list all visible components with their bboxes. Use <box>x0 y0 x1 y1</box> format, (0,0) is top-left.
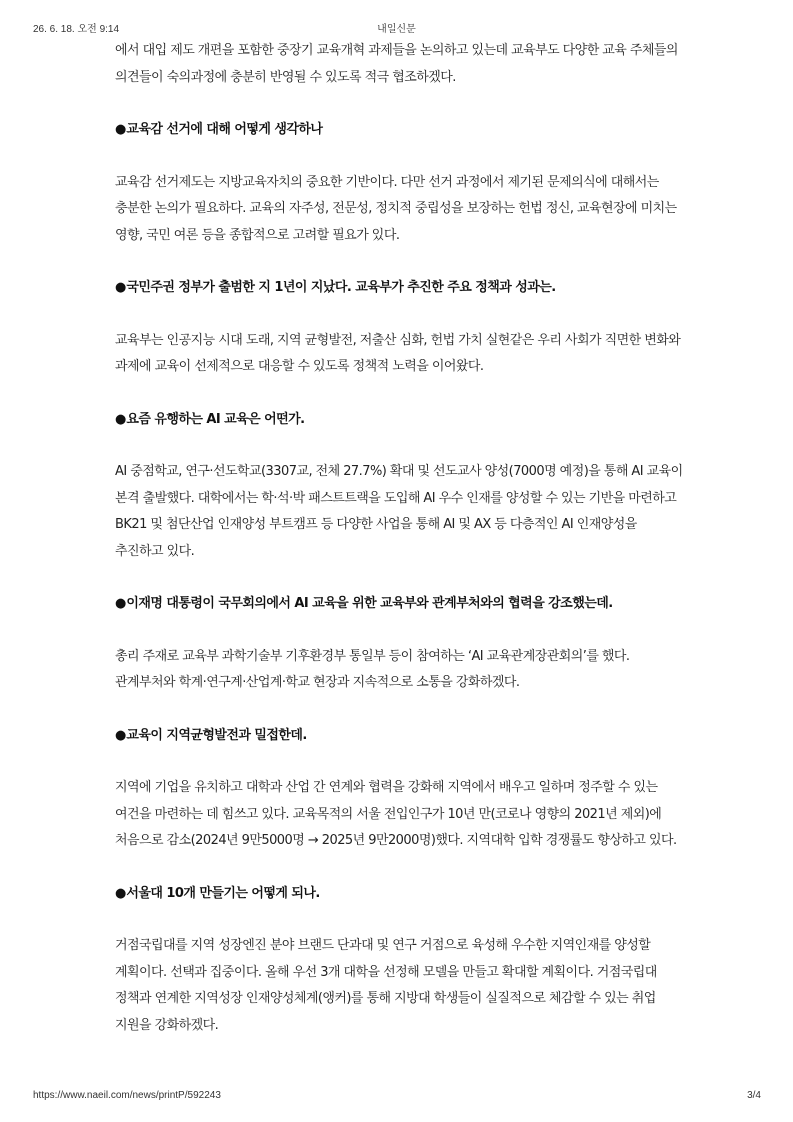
question-3 <box>115 407 683 434</box>
question-text: 서울대 10개 만들기는 어떻게 되나. <box>126 885 320 901</box>
question-4 <box>115 591 683 618</box>
question-5 <box>115 723 683 750</box>
bullet-icon: ● <box>115 411 127 427</box>
answer-2: 교육부는 인공지능 시대 도래, 지역 균형발전, 저출산 심화, 헌법 가치 실현같은 우리 사회가 직면한 변화와 과제에 교육이 선제적으로 대응할 수 있도록 정책적 노력을 이어왔다. <box>115 332 681 374</box>
page-number: 3/4 <box>747 1090 761 1101</box>
print-header <box>0 20 793 34</box>
question-text: 교육감 선거에 대해 어떻게 생각하나 <box>126 122 323 137</box>
answer-3: AI 중점학교, 연구·선도학교(3307교, 전체 27.7%) 확대 및 선도교사 양성(7000명 예정)을 통해 AI 교육이 본격 출발했다. 대학에서는 학·석·박 패스트트랙을 도입해 AI 우수 인재를 양성할 수 있는 기반을 마련하고 BK21 및 첨단산업 인재양성 부트캠프 등 다양한 사업을 통해 AI 및 AX 등 다층적인 AI 인재양성을 추진하고 있다. <box>115 464 683 559</box>
site-title: 내일신문 <box>377 24 416 35</box>
answer-1: 교육감 선거제도는 지방교육자치의 중요한 기반이다. 다만 선거 과정에서 제기된 문제의식에 대해서는 충분한 논의가 필요하다. 교육의 자주성, 전문성, 정치적 중립성을 보장하는 헌법 정신, 교육현장에 미치는 영향, 국민 여론 등을 종합적으로 고려할 필요가 있다. <box>115 174 677 243</box>
answer-6: 거점국립대를 지역 성장엔진 분야 브랜드 단과대 및 연구 거점으로 육성해 우수한 지역인재를 양성할 계획이다. 선택과 집중이다. 올해 우선 3개 대학을 선정해 모델을 만들고 확대할 계획이다. 거점국립대 정책과 연계한 지역성장 인재양성체계(앵커)를 통해 지방대 학생들이 실질적으로 체감할 수 있는 취업 지원을 강화하겠다. <box>115 938 657 1033</box>
question-text: 국민주권 정부가 출범한 지 1년이 지났다. 교육부가 추진한 주요 정책과 성과는. <box>126 280 556 295</box>
bullet-icon: ● <box>115 596 127 611</box>
question-1 <box>115 117 683 144</box>
bullet-icon: ● <box>115 122 127 137</box>
intro-paragraph: 에서 대입 제도 개편을 포함한 중장기 교육개혁 과제들을 논의하고 있는데 교육부도 다양한 교육 주체들의 의견들이 숙의과정에 충분히 반영될 수 있도록 적극 협조하겠다. <box>115 43 678 85</box>
bullet-icon: ● <box>115 727 127 743</box>
answer-5: 지역에 기업을 유치하고 대학과 산업 간 연계와 협력을 강화해 지역에서 배우고 일하며 정주할 수 있는 여건을 마련하는 데 힘쓰고 있다. 교육목적의 서울 전입인구가 10년 만(코로나 영향의 2021년 제외)에 처음으로 감소(2024년 9만5000명 → 2025년 9만2000명)했다. 지역대학 입학 경쟁률도 향상하고 있다. <box>115 780 677 848</box>
page-url: https://www.naeil.com/news/printP/592243 <box>33 1090 221 1101</box>
question-2 <box>115 275 683 302</box>
bullet-icon: ● <box>115 885 127 901</box>
print-footer <box>0 1090 793 1104</box>
question-text: 이재명 대통령이 국무회의에서 AI 교육을 위한 교육부와 관계부처와의 협력을 강조했는데. <box>126 596 613 611</box>
article-body <box>115 38 683 1039</box>
question-text: 교육이 지역균형발전과 밀접한데. <box>126 727 307 743</box>
print-datetime: 26. 6. 18. 오전 9:14 <box>33 24 120 35</box>
answer-4: 총리 주재로 교육부 과학기술부 기후환경부 통일부 등이 참여하는 ‘AI 교육관계장관회의’를 했다. 관계부처와 학계·연구계·산업계·학교 현장과 지속적으로 소통을 강화하겠다. <box>115 648 630 690</box>
question-6 <box>115 881 683 908</box>
question-text: 요즘 유행하는 AI 교육은 어떤가. <box>126 411 305 427</box>
bullet-icon: ● <box>115 280 127 295</box>
